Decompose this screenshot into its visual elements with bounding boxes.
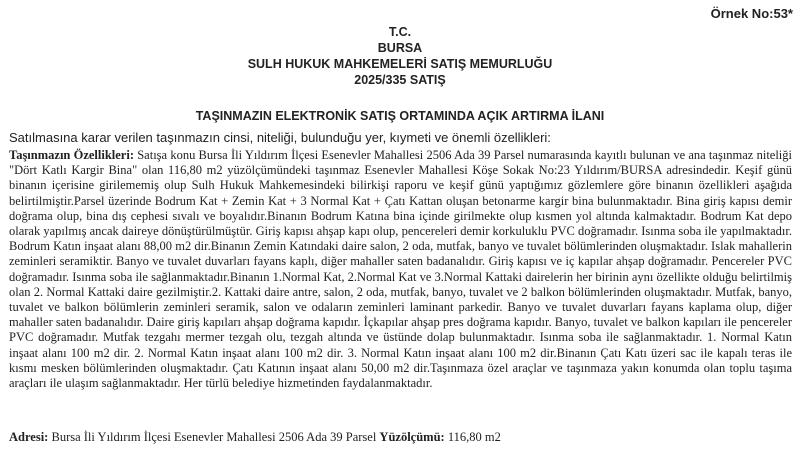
header-city: BURSA	[377, 41, 423, 55]
notice-title: TAŞINMAZIN ELEKTRONİK SATIŞ ORTAMINDA AÇIK ARTIRMA İLANI	[195, 109, 605, 123]
address-value: Bursa İli Yıldırım İlçesi Esenevler Mahallesi 2506 Ada 39 Parsel	[51, 430, 377, 444]
area-label: Yüzölçümü:	[379, 430, 445, 444]
intro-text: Satılmasına karar verilen taşınmazın cinsi, niteliği, bulunduğu yer, kıymeti ve önemli özellikleri:	[9, 130, 551, 145]
address-line	[9, 430, 792, 445]
address-label: Adresi:	[9, 430, 49, 444]
properties-label: Taşınmazın Özellikleri:	[9, 148, 134, 162]
header-file-number: 2025/335 SATIŞ	[354, 73, 446, 87]
sample-number: Örnek No:53*	[710, 6, 793, 21]
properties-paragraph	[9, 148, 792, 391]
header-country: T.C.	[388, 25, 412, 39]
document-header	[0, 24, 800, 88]
header-office: SULH HUKUK MAHKEMELERİ SATIŞ MEMURLUĞU	[247, 57, 553, 71]
properties-text: Satışa konu Bursa İli Yıldırım İlçesi Esenevler Mahallesi 2506 Ada 39 Parsel numarasında kayıtlı bulunan ve ana taşınmaz niteliği "Dört Katlı Kargir Bina" olan 116,80 m2 yüzölçümündeki taşınmaz Esenevler Mahallesi Köşe Sokak No:23 Yıldırım/BURSA adresindedir. Keşif günü binanın içerisine girilememiş olup Sulh Hukuk Mahkemesindeki bilirkişi raporu ve keşif günü yaptığımız gözlemlere göre binanın özellikleri aşağıda belirtilmiştir.Parsel üzerinde Bodrum Kat + Zemin Kat + 3 Normal Kat + Çatı Kattan oluşan betonarme kargir bina bulunmaktadır. Bina giriş kapısı demir doğrama olup, bina dış cephesi sıvalı ve boyalıdır.Binanın Bodrum Katına bina içinde girilmekte olup kısmen yol altında kalmaktadır. Bodrum Kat depo olarak yapılmış ancak daireye dönüştürülmüştür. Giriş kapısı ahşap kapı olup, pencereleri demir korkuluklu PVC doğramadır. Isınma soba ile yapılmaktadır. Bodrum Katın inşaat alanı 88,00 m2 dir.Binanın Zemin Katındaki daire salon, 2 oda, mutfak, banyo ve tuvalet bölümlerinden oluşmaktadır. Islak mahallerin zeminleri seramiktir. Banyo ve tuvalet duvarları fayans kaplı, diğer mahaller saten badanalıdır. Giriş kapısı ve iç kapılar ahşap doğramadır. Pencereler PVC doğramadır. Isınma soba ile sağlanmaktadır.Binanın 1.Normal Kat, 2.Normal Kat ve 3.Normal Kattaki dairelerin her birinin aynı özellikte olduğu belirtilmiş olan 2. Normal Kattaki daire gezilmiştir.2. Kattaki daire antre, salon, 2 oda, mutfak, banyo, tuvalet ve 2 balkon bölümlerinden oluşmaktadır. Mutfak, banyo, tuvalet ve balkon bölümlerin zeminleri seramik, salon ve odaların zeminleri laminant parkedir. Banyo ve tuvalet duvarları fayans kaplama olup, diğer mahaller saten badanalıdır. Daire giriş kapıları ahşap doğrama kapıdır. İçkapılar ahşap pres doğrama kapıdır. Banyo, tuvalet ve balkon kapıları ile pencereler PVC doğramadır. Mutfak tezgahı mermer tezgah olu, tezgah altında ve üstünde dolap bulunmaktadır. Isınma soba ile sağlanmaktadır. 1. Normal Katın inşaat alanı 100 m2 dir. 2. Normal Katın inşaat alanı 100 m2 dir. 3. Normal Katın inşaat alanı 100 m2 dir.Binanın Çatı Katı üzeri sac ile kapalı teras ile kısmı mesken bölümlerinden oluşmaktadır. Çatı Katının inşaat alanı 50,00 m2 dir.Taşınmaza özel araçlar ve taşınmaza yakın konumda olan toplu taşıma araçları ile ulaşım sağlanmaktadır. Her türlü belediye hizmetinden faydalanmaktadır.	[9, 148, 793, 391]
area-value: 116,80 m2	[447, 430, 501, 444]
